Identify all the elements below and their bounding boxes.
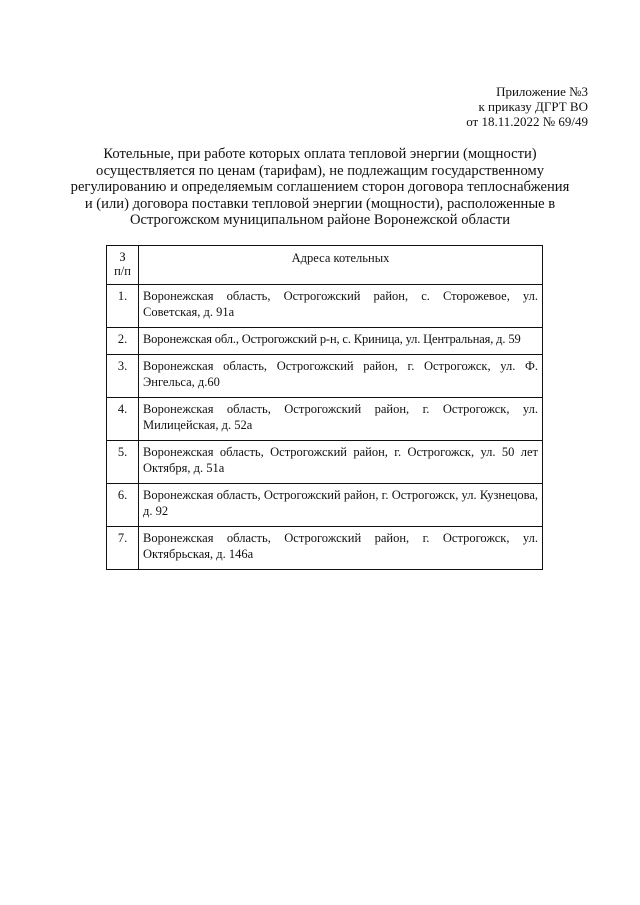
row-address: Воронежская область, Острогожский район, г. Острогожск, ул. Октябрьская, д. 146а: [139, 527, 543, 570]
table-row: [107, 484, 543, 527]
table-row: [107, 355, 543, 398]
row-number: 4.: [107, 398, 139, 441]
row-number: 7.: [107, 527, 139, 570]
header-number-cell: [107, 246, 139, 285]
row-address: Воронежская область, Острогожский район, г. Острогожск, ул. Кузнецова, д. 92: [139, 484, 543, 527]
title-line: осуществляется по ценам (тарифам), не подлежащим государственному: [95, 162, 545, 179]
table-row: [107, 527, 543, 570]
header-address-cell: Адреса котельных: [139, 246, 543, 285]
appendix-order: к приказу ДГРТ ВО: [478, 99, 588, 114]
table-row: [107, 441, 543, 484]
title-line: Острогожском муниципальном районе Воронежской области: [129, 212, 511, 228]
appendix-date: от 18.11.2022 № 69/49: [466, 114, 588, 129]
table-header-row: [107, 246, 543, 285]
table-row: [107, 398, 543, 441]
row-address: Воронежская область, Острогожский район, г. Острогожск, ул. Ф. Энгельса, д.60: [139, 355, 543, 398]
row-number: 1.: [107, 285, 139, 328]
boiler-address-table: [106, 245, 543, 570]
table-row: [107, 285, 543, 328]
title-line: и (или) договора поставки тепловой энергии (мощности), расположенные в: [84, 195, 556, 212]
row-address: Воронежская область, Острогожский район, г. Острогожск, ул. Милицейская, д. 52а: [139, 398, 543, 441]
row-number: 6.: [107, 484, 139, 527]
row-number: 3.: [107, 355, 139, 398]
appendix-number: Приложение №3: [496, 84, 588, 99]
row-address: Воронежская область, Острогожский район, г. Острогожск, ул. 50 лет Октября, д. 51а: [139, 441, 543, 484]
row-address: Воронежская область, Острогожский район, с. Сторожевое, ул. Советская, д. 91а: [139, 285, 543, 328]
row-address: Воронежская обл., Острогожский р-н, с. Криница, ул. Центральная, д. 59: [139, 328, 543, 355]
header-number-line: З: [119, 250, 126, 264]
appendix-reference: [466, 84, 588, 129]
table-row: [107, 328, 543, 355]
header-number-line: п/п: [114, 264, 131, 278]
document-title: [60, 146, 580, 229]
title-line: Котельные, при работе которых оплата тепловой энергии (мощности): [103, 146, 537, 162]
row-number: 5.: [107, 441, 139, 484]
row-number: 2.: [107, 328, 139, 355]
title-line: регулированию и определяемым соглашением сторон договора теплоснабжения: [70, 179, 570, 195]
